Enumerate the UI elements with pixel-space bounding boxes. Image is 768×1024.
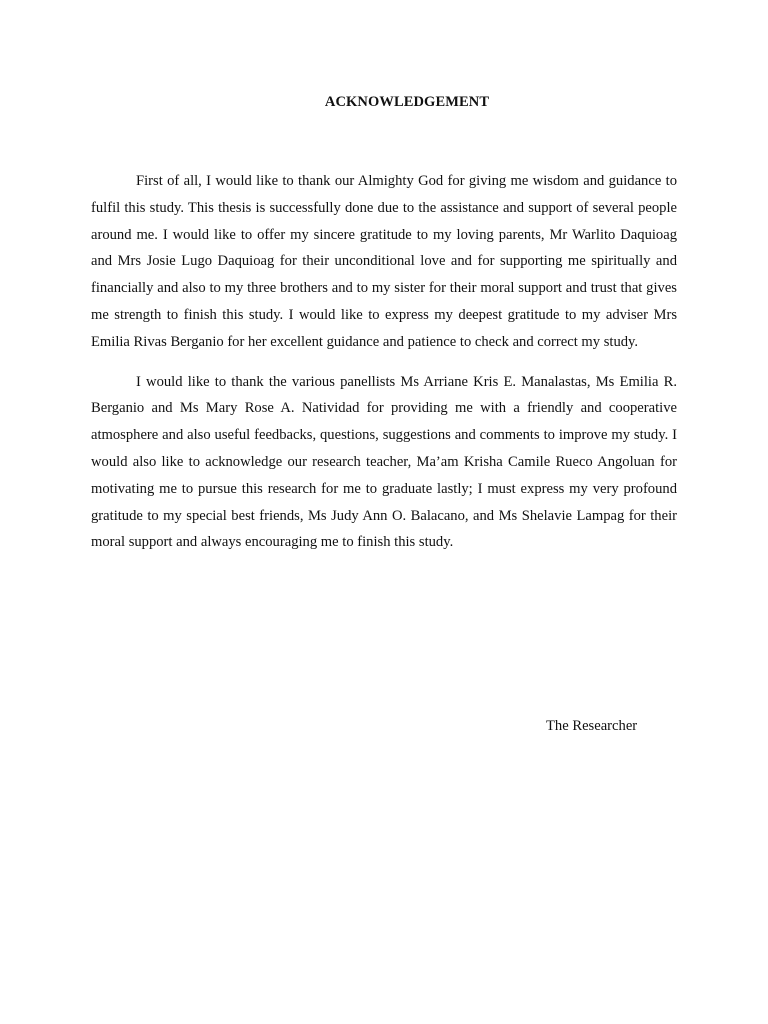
signature: The Researcher [546,718,638,734]
document-body [91,168,677,569]
page-title: ACKNOWLEDGEMENT [324,94,490,110]
paragraph-1: First of all, I would like to thank our Almighty God for giving me wisdom and guidance to fulfil this study. This thesis is successfully done due to the assistance and support of several people around me. I would like to offer my sincere gratitude to my loving parents, Mr Warlito Daquioag and Mrs Josie Lugo Daquioag for their unconditional love and for supporting me spiritually and financially and also to my three brothers and to my sister for their moral support and trust that gives me strength to finish this study. I would like to express my deepest gratitude to my adviser Mrs Emilia Rivas Berganio for her excellent guidance and patience to check and correct my study. [91,173,677,350]
paragraph-2: I would like to thank the various panellists Ms Arriane Kris E. Manalastas, Ms Emilia R. Berganio and Ms Mary Rose A. Natividad for providing me with a friendly and cooperative atmosphere and also useful feedbacks, questions, suggestions and comments to improve my study. I would also like to acknowledge our research teacher, Ma’am Krisha Camile Rueco Angoluan for motivating me to pursue this research for me to graduate lastly; I must express my very profound gratitude to my special best friends, Ms Judy Ann O. Balacano, and Ms Shelavie Lampag for their moral support and always encouraging me to finish this study. [91,373,677,551]
